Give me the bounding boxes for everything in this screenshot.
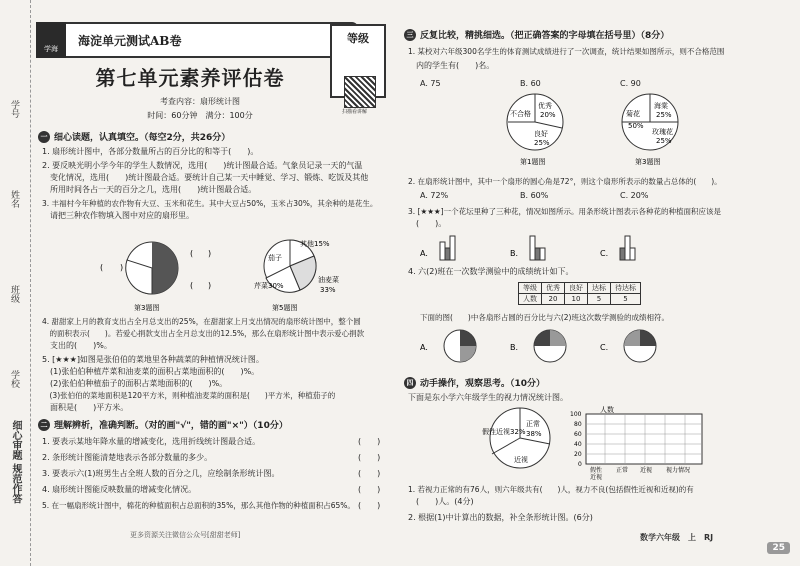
section-1-header: 一 细心读题，认真填空。（每空2分，共26分）: [38, 130, 230, 143]
operate-q2: 2. 根据(1)中计算出的数据，补全条形统计图。(6分): [408, 513, 593, 522]
q1-pie: [507, 94, 563, 166]
svg-text:近视: 近视: [590, 474, 603, 480]
svg-text:): ): [208, 281, 212, 290]
fill-q4-line3: 支出的( )%。: [42, 341, 112, 350]
judge-answer-4[interactable]: ( ): [358, 485, 381, 494]
q3-caption: 第3题图: [635, 158, 661, 166]
svg-text:20%: 20%: [540, 111, 556, 119]
svg-text:近视: 近视: [640, 467, 653, 474]
fill-q5: 5. [★★★]如图是张伯伯的菜地里各种蔬菜的种植情况统计图。: [42, 355, 264, 364]
svg-text:60: 60: [574, 431, 582, 438]
fig5-lettuce: 油麦菜: [318, 276, 339, 284]
svg-text:20: 20: [574, 451, 582, 458]
fig3-pie: [100, 242, 211, 312]
svg-text:25%: 25%: [656, 137, 672, 145]
judge-q2: 2. 条形统计图能清楚地表示各部分数量的多少。: [42, 453, 213, 462]
svg-text:100: 100: [570, 411, 582, 418]
q1-caption: 第1题图: [520, 158, 546, 166]
section-4-header: 四 动手操作，观察思考。（10分）: [404, 376, 545, 389]
svg-text:A.: A.: [420, 343, 428, 352]
svg-text:): ): [208, 249, 212, 258]
choice-q1-q3-figures: [500, 90, 700, 170]
choice-q2-opt-a: A. 72%: [420, 191, 449, 200]
fig5-caption: 第5题图: [272, 304, 298, 312]
choice-q3-bar-options: [420, 234, 680, 264]
fill-q4-line2: 的面积表示( )。若爱心捐款支出占全月总支出的12.5%，那么在扇形统计图中表示爱心捐款: [42, 329, 365, 338]
margin-label-class: 班级: [9, 285, 19, 303]
operate-intro: 下面是东小学六年级学生的视力情况统计图。: [408, 393, 568, 402]
svg-text:50%: 50%: [628, 122, 644, 130]
fill-q2-line3: 所用时间各占一天的百分之几，选用( )统计图最合适。: [42, 185, 257, 194]
page-title: 第七单元素养评估卷: [95, 66, 285, 90]
margin-slogan: 细心审题 规范作答: [10, 420, 21, 504]
svg-text:A.: A.: [420, 249, 428, 258]
margin-label-id: 学号: [9, 100, 19, 118]
svg-text:25%: 25%: [656, 111, 672, 119]
choice-q1-opt-c: C. 90: [620, 79, 641, 88]
series-banner: [36, 22, 358, 58]
binding-margin: [0, 0, 31, 566]
table-row: 人数 20 10 5 5: [519, 294, 641, 305]
fill-q5-2: (2)张伯伯种植茄子的面积占菜地面积的( )%。: [42, 379, 228, 388]
operate-q1-line1: 1. 若视力正常的有76人，则六年级共有( )人，视力不良(包括假性近视和近视)的有: [408, 485, 694, 494]
fill-q2-line1: 2. 要反映光明小学今年的学生人数情况，选用( )统计图最合适。气象员记录一天的气温: [42, 161, 363, 170]
qr-code: [344, 76, 376, 108]
fig3-slice-half: [152, 242, 178, 294]
fill-q1: 1. 扇形统计图中，各部分数量所占的百分比的和等于( )。: [42, 147, 259, 156]
svg-text:C.: C.: [600, 343, 609, 352]
page-number: 25: [767, 542, 790, 554]
svg-text:B.: B.: [510, 343, 519, 352]
choice-q2-opt-b: B. 60%: [520, 191, 549, 200]
judge-answer-3[interactable]: ( ): [358, 469, 381, 478]
choice-q4-pie-options: [420, 328, 680, 368]
choice-q2: 2. 在扇形统计图中，其中一个扇形的圆心角是72°，则这个扇形所表示的数量占总体的( )。: [408, 177, 722, 186]
svg-text:0: 0: [578, 461, 582, 468]
svg-text:良好: 良好: [534, 130, 548, 138]
svg-text:(: (: [190, 249, 194, 258]
margin-label-name: 姓名: [9, 190, 19, 208]
judge-q4: 4. 扇形统计图能反映数量的增减变化情况。: [42, 485, 197, 494]
judge-q3: 3. 要表示六(1)班男生占全班人数的百分之几，应绘制条形统计图。: [42, 469, 280, 478]
svg-text:38%: 38%: [526, 430, 542, 438]
fill-q5-1: (1)张伯伯种植芹菜和油麦菜的面积占菜地面积的( )%。: [42, 367, 260, 376]
svg-text:80: 80: [574, 421, 582, 428]
footer-note: 更多资源关注微信公众号[甜甜老师]: [130, 531, 241, 539]
fig5-lettuce-pct: 33%: [320, 286, 336, 294]
judge-q1: 1. 要表示某地年降水量的增减变化，选用折线统计图最合适。: [42, 437, 261, 446]
left-figures: [90, 226, 380, 316]
choice-q3-line2: ( )。: [408, 219, 447, 228]
fig3-caption: 第3题图: [134, 304, 160, 312]
svg-text:(: (: [190, 281, 194, 290]
fig5-celery: 芹菜30%: [254, 282, 284, 290]
svg-text:正常: 正常: [526, 420, 540, 428]
margin-label-school: 学校: [9, 370, 19, 388]
section-3-header: 三 反复比较，精挑细选。（把正确答案的字母填在括号里）（8分）: [404, 28, 669, 41]
svg-text:正常: 正常: [616, 467, 629, 474]
choice-q4: 4. 六(2)班在一次数学测验中的成绩统计如下。: [408, 267, 574, 276]
svg-text:人数: 人数: [600, 406, 614, 414]
judge-q5: 5. 在一幅扇形统计图中，棉花的种植面积占总面积的35%，那么其他作物的种植面积占65%。: [42, 501, 355, 510]
svg-text:C.: C.: [600, 249, 609, 258]
vision-figures: [470, 404, 720, 480]
fig5-pie: [254, 239, 339, 312]
judge-answer-2[interactable]: ( ): [358, 453, 381, 462]
fill-q3-line2: 请把三种农作物填入图中对应的扇形里。: [42, 211, 194, 220]
fill-q4-line1: 4. 甜甜家上月的教育支出占全月总支出的25%，在甜甜家上月支出情况的扇形统计图中，整个圆: [42, 317, 361, 326]
topic-line: 考查内容：扇形统计图: [160, 97, 240, 106]
svg-text:): ): [120, 263, 124, 272]
fig5-other: 其他15%: [300, 240, 330, 248]
series-title: 海淀单元测试AB卷: [78, 34, 182, 48]
fig5-eggplant: 茄子: [268, 254, 282, 262]
svg-text:假性: 假性: [590, 467, 603, 474]
svg-text:不合格: 不合格: [510, 110, 531, 118]
fill-q3-line1: 3. 丰福村今年种植的农作物有大豆、玉米和花生。其中大豆占50%，玉米占30%，其余种的是花生。: [42, 199, 378, 208]
grade-label: 等级: [347, 32, 369, 45]
svg-text:菊花: 菊花: [626, 110, 640, 118]
choice-q1-opt-b: B. 60: [520, 79, 541, 88]
svg-text:40: 40: [574, 441, 582, 448]
qr-caption: 扫描看讲解: [342, 109, 368, 115]
svg-text:优秀: 优秀: [538, 102, 552, 110]
svg-text:海棠: 海棠: [654, 102, 668, 110]
fill-q2-line2: 变化情况，选用( )统计图最合适。要统计自己某一天中睡觉、学习、锻炼、吃饭及其他: [42, 173, 369, 182]
operate-q1-line2: ( )人。(4分): [408, 497, 474, 506]
svg-text:玫瑰花: 玫瑰花: [652, 128, 673, 136]
q3-pie: [622, 94, 678, 166]
judge-answer-5[interactable]: ( ): [358, 501, 381, 510]
svg-text:近视: 近视: [514, 456, 528, 464]
judge-answer-1[interactable]: ( ): [358, 437, 381, 446]
vision-bar-grid: [570, 405, 702, 480]
choice-q1-line2: 内的学生有( )名。: [408, 61, 495, 70]
svg-text:B.: B.: [510, 249, 519, 258]
book-label: 数学六年级 上 RJ: [640, 533, 714, 542]
table-row: 等级 优秀 良好 达标 待达标: [519, 283, 641, 294]
score-table: [518, 282, 641, 305]
choice-q2-opt-c: C. 20%: [620, 191, 649, 200]
vision-pie: [482, 408, 550, 468]
section-2-header: 二 理解辨析，准确判断。（对的画"√"，错的画"×"）（10分）: [38, 418, 288, 431]
choice-q3-line1: 3. [★★★]一个花坛里种了三种花，情况如图所示。用条形统计图表示各种花的种植面积应该是: [408, 207, 722, 216]
choice-q4-line2: 下面的图( )中各扇形占圆的百分比与六(2)班这次数学测验的成绩相符。: [420, 313, 669, 322]
choice-q1-opt-a: A. 75: [420, 79, 441, 88]
svg-text:视力情况: 视力情况: [666, 467, 691, 474]
fill-q5-3b: 面积是( )平方米。: [42, 403, 129, 412]
svg-text:假性近视32%: 假性近视32%: [482, 428, 526, 436]
time-score-line: 时间：60分钟 满分：100分: [147, 111, 253, 120]
svg-text:(: (: [100, 263, 104, 272]
fill-q5-3: (3)张伯伯的菜地面积是120平方米，则种植油麦菜的面积是( )平方米，种植茄子的: [42, 391, 336, 400]
brand-logo: 学海: [36, 22, 66, 58]
svg-text:25%: 25%: [534, 139, 550, 147]
choice-q1-line1: 1. 某校对六年级300名学生的体育测试成绩进行了一次调查，统计结果如图所示，则不合格范围: [408, 47, 725, 56]
